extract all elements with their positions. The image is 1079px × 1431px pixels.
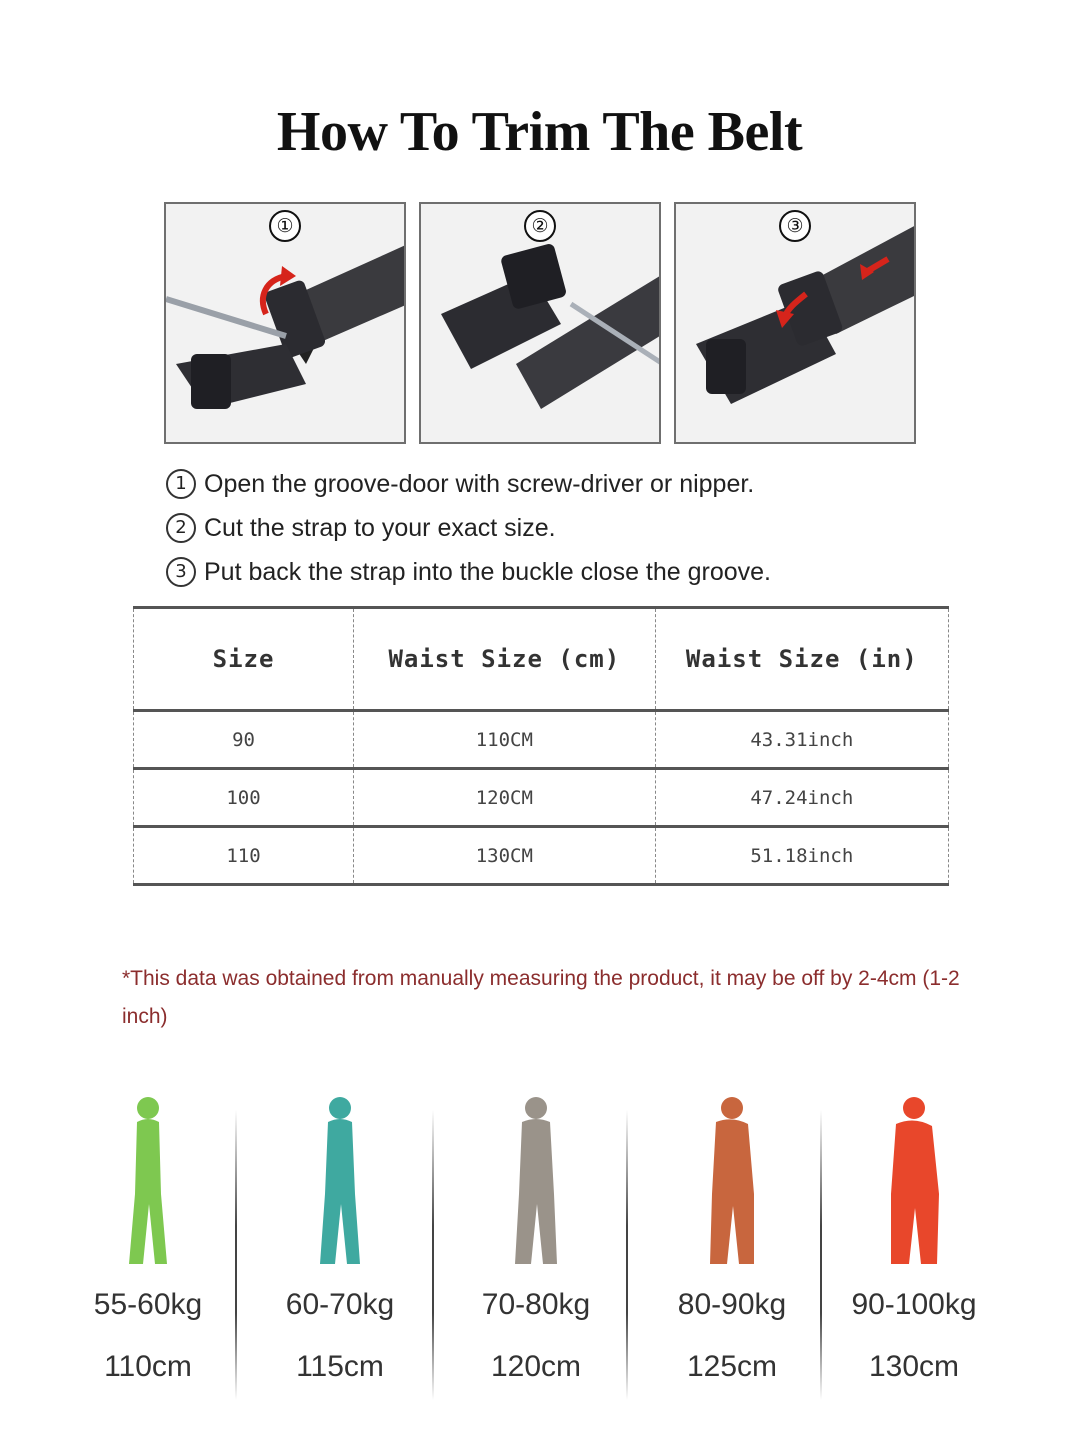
instruction-text: Put back the strap into the buckle close the groove. [204, 557, 772, 586]
belt-length-label: 110cm [104, 1350, 192, 1383]
belt-length-label: 130cm [868, 1350, 960, 1383]
column-divider [235, 1110, 237, 1400]
figure-column-5 [818, 1080, 1010, 1410]
step-badge-3: ③ [779, 210, 811, 242]
step-number-2: 2 [166, 513, 196, 543]
person-figure-icon [697, 1094, 767, 1274]
table-cell: 47.24inch [655, 769, 948, 827]
step-panel-1 [164, 202, 406, 444]
size-table [133, 606, 949, 886]
weight-label: 70-80kg [481, 1288, 591, 1321]
figure-column-1 [52, 1080, 244, 1410]
table-row [134, 711, 949, 769]
belt-length-label: 125cm [686, 1350, 778, 1383]
table-header-row [134, 608, 949, 711]
step-number-3: 3 [166, 557, 196, 587]
table-cell: 130CM [354, 827, 656, 885]
figure-column-2 [244, 1080, 436, 1410]
instruction-step-1 [166, 462, 771, 506]
weight-label: 80-90kg [677, 1288, 787, 1321]
step-panel-3 [674, 202, 916, 444]
weight-label: 90-100kg [851, 1288, 977, 1321]
person-figure-icon [113, 1094, 183, 1274]
column-header-waist-cm: Waist Size (cm) [354, 608, 656, 711]
step-badge-1: ① [269, 210, 301, 242]
weight-label: 55-60kg [93, 1288, 203, 1321]
table-cell: 100 [134, 769, 354, 827]
instruction-step-2 [166, 506, 771, 550]
page-title: How To Trim The Belt [276, 101, 803, 163]
belt-length-label: 120cm [490, 1350, 582, 1383]
measurement-note: *This data was obtained from manually measuring the product, it may be off by 2-4cm (1-2 inch) [122, 967, 960, 1028]
table-cell: 51.18inch [655, 827, 948, 885]
table-row [134, 769, 949, 827]
table-cell: 43.31inch [655, 711, 948, 769]
table-cell: 110CM [354, 711, 656, 769]
column-divider [432, 1110, 434, 1400]
instruction-step-3 [166, 550, 771, 594]
step-badge-2: ② [524, 210, 556, 242]
weight-label: 60-70kg [285, 1288, 395, 1321]
person-figure-icon [501, 1094, 571, 1274]
column-divider [626, 1110, 628, 1400]
column-header-size: Size [134, 608, 354, 711]
table-row [134, 827, 949, 885]
step-panel-2 [419, 202, 661, 444]
instruction-text: Open the groove-door with screw-driver or nipper. [204, 469, 755, 498]
table-cell: 120CM [354, 769, 656, 827]
figure-column-3 [440, 1080, 632, 1410]
figure-column-4 [636, 1080, 828, 1410]
person-figure-icon [305, 1094, 375, 1274]
belt-length-label: 115cm [296, 1350, 384, 1383]
table-cell: 90 [134, 711, 354, 769]
table-cell: 110 [134, 827, 354, 885]
step-number-1: 1 [166, 469, 196, 499]
column-header-waist-in: Waist Size (in) [655, 608, 948, 711]
person-figure-icon [879, 1094, 949, 1274]
weight-size-guide [52, 1080, 1032, 1410]
instruction-list [166, 462, 771, 594]
instruction-text: Cut the strap to your exact size. [204, 513, 556, 542]
